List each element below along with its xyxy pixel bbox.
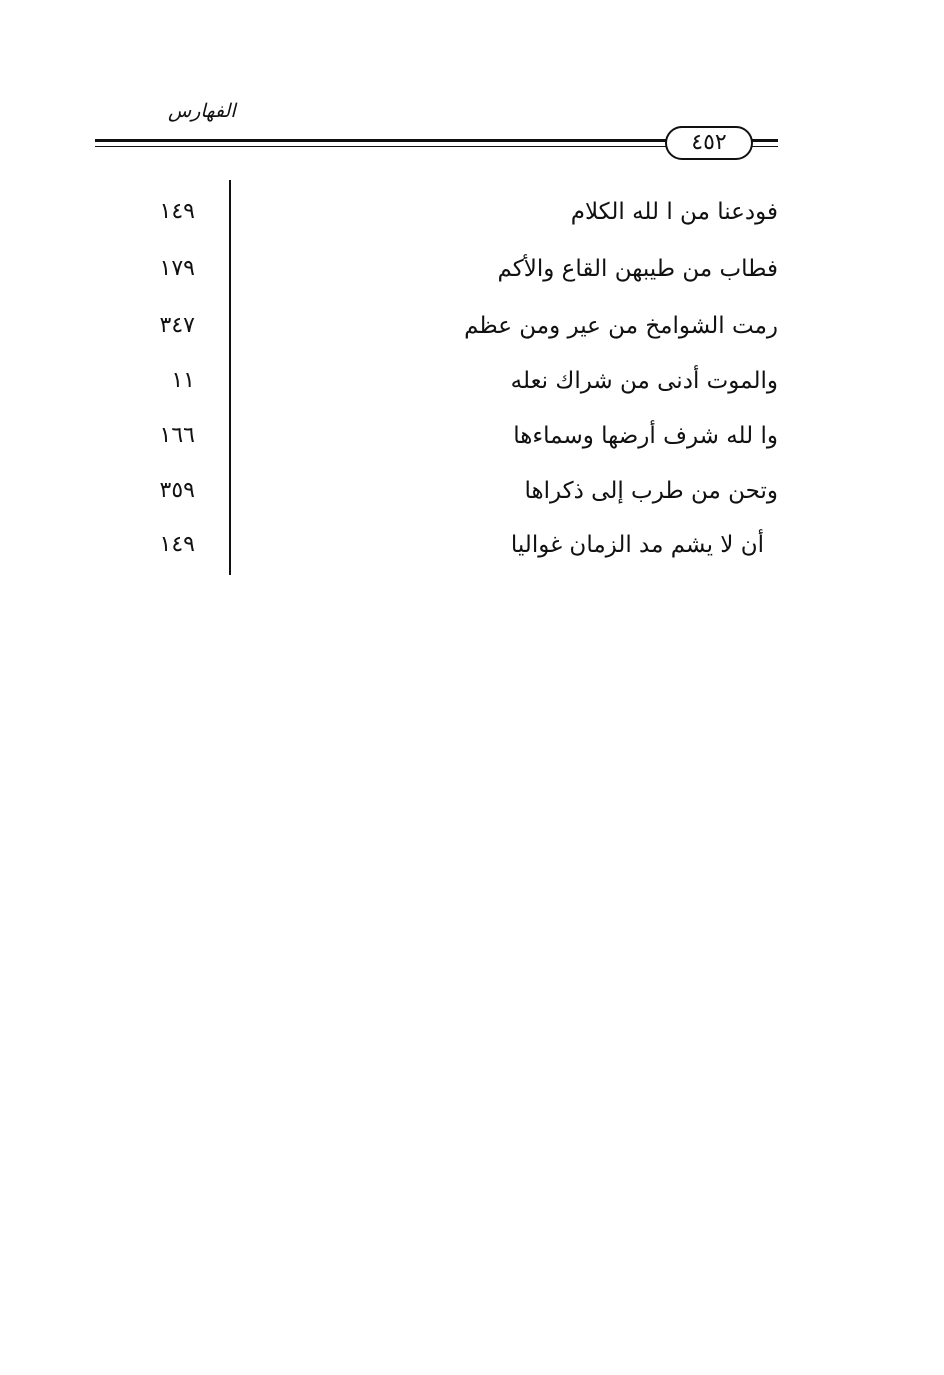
header-rule-right-thick [752,139,778,142]
index-entry-page: ١١ [171,368,195,393]
index-entry-text: فطاب من طيبهن القاع والأكم [497,256,778,282]
header-rule-thin [95,146,670,147]
index-entry-text: وا لله شرف أرضها وسماءها [513,423,778,449]
header-rule-right-thin [752,146,778,147]
header-rule-thick [95,139,670,142]
page-number-badge: ٤٥٢ [665,126,753,160]
index-entry-text: فودعنا من ا لله الكلام [570,199,778,225]
index-entry-page: ١٤٩ [159,532,195,557]
index-entry-text: رمت الشوامخ من عير ومن عظم [464,313,778,339]
index-entry-page: ٣٥٩ [159,478,195,503]
index-entry-text: أن لا يشم مد الزمان غواليا [510,532,764,558]
index-entry-page: ٣٤٧ [159,313,195,338]
index-entry-text: وتحن من طرب إلى ذكراها [524,478,778,504]
index-entry-page: ١٤٩ [159,199,195,224]
column-divider [229,180,231,575]
index-entry-text: والموت أدنى من شراك نعله [510,368,778,394]
index-entry-page: ١٧٩ [159,256,195,281]
index-entry-page: ١٦٦ [159,423,195,448]
running-header-title: الفهارس [168,100,236,122]
